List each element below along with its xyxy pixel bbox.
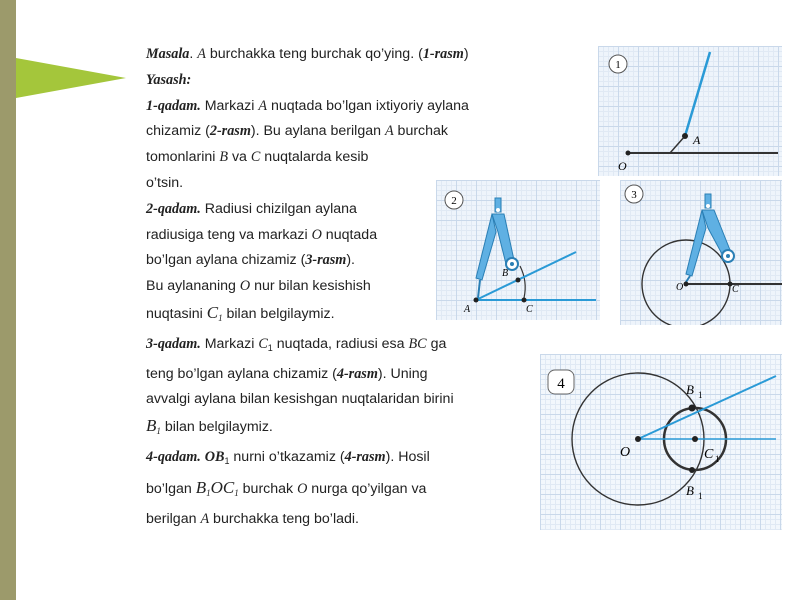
point-C	[522, 298, 527, 303]
text-fragment: nuqtada bo’lgan ixtiyoriy aylana	[267, 97, 469, 114]
text-fragment: burchakka teng bo’ladi.	[209, 510, 359, 527]
ray-upper	[476, 252, 576, 300]
figure-4-drawing	[540, 354, 782, 530]
label-B1-upper-sub: 1	[698, 390, 703, 400]
label-O: O	[620, 445, 631, 460]
text-fragment: o’tsin.	[146, 174, 184, 191]
symbol-B: B	[219, 149, 229, 166]
left-accent-bar	[0, 0, 16, 600]
text-fragment: bo’lgan aylana chizamiz (	[146, 252, 306, 269]
figure-number: 1	[615, 59, 621, 71]
step3-line2	[146, 362, 566, 388]
figure-4	[540, 354, 782, 530]
figure-1-drawing	[598, 46, 782, 176]
step4-line2	[146, 475, 566, 507]
label-B1-lower-sub: 1	[698, 491, 703, 501]
label-B1-upper: B	[686, 382, 694, 397]
figure-number: 3	[631, 189, 637, 201]
text-fragment: radiusiga teng va markazi	[146, 226, 312, 243]
text-fragment: Radiusi chizilgan aylana	[200, 200, 357, 217]
label-C: C	[732, 284, 739, 295]
step3-line4	[146, 413, 566, 445]
text-fragment: .	[189, 46, 198, 62]
step2-label: 2-qadam.	[146, 200, 201, 217]
text-fragment: nuqtada, radiusi esa	[272, 335, 409, 352]
text-fragment: ). Bu aylana berilgan	[250, 123, 385, 140]
ray-upper	[685, 52, 710, 136]
vertex-point-A	[682, 133, 688, 139]
label-B: B	[502, 268, 509, 279]
figure-3-drawing	[620, 180, 782, 325]
solution-heading	[146, 68, 566, 94]
figure-2-drawing	[436, 180, 600, 320]
arc-BC	[520, 266, 525, 298]
label-C1: C	[704, 447, 714, 462]
symbol-O: O	[239, 278, 251, 295]
figure-ref: 3-rasm	[305, 252, 347, 269]
symbol-A: A	[384, 123, 394, 140]
symbol-C1: C	[258, 335, 268, 352]
ray-OB1	[638, 376, 776, 439]
subscript: 1	[206, 487, 211, 498]
left-arrow-decoration	[16, 58, 126, 98]
figure-number: 4	[557, 376, 565, 392]
symbol-O: O	[297, 480, 308, 497]
text-fragment: ).	[346, 252, 355, 269]
symbol-C1: C	[206, 302, 219, 322]
step4-line3	[146, 507, 566, 533]
text-fragment: Bu aylananing	[146, 278, 240, 295]
step3-line1	[146, 332, 566, 362]
label-A: A	[464, 304, 471, 315]
figure-ref: 2-rasm	[209, 123, 251, 140]
text-fragment: nurga qo’yilgan va	[307, 480, 427, 497]
figure-ref: 1-rasm	[422, 46, 464, 62]
step1-line1	[146, 94, 566, 120]
figure-ref: 4-rasm	[336, 365, 378, 382]
text-fragment: burchak	[238, 480, 298, 497]
point-B1-lower	[689, 467, 695, 473]
label-O: O	[676, 282, 684, 293]
text-fragment: burchak	[393, 123, 449, 140]
figure-3	[620, 180, 782, 325]
symbol-B1: B	[195, 477, 207, 497]
label-C: C	[526, 304, 533, 315]
subscript: 1	[267, 342, 273, 353]
subscript: 1	[224, 455, 230, 466]
text-fragment: teng bo’lgan aylana chizamiz (	[146, 365, 337, 382]
step4-line1	[146, 445, 566, 475]
point-B1-upper	[689, 405, 696, 412]
figure-2	[436, 180, 600, 320]
label-B1-lower: B	[686, 483, 694, 498]
problem-label: Masala	[146, 46, 190, 62]
text-fragment: avvalgi aylana bilan kesishgan nuqtalaridan birini	[146, 391, 454, 408]
symbol-A: A	[200, 510, 210, 527]
step3-line3	[146, 387, 566, 413]
text-fragment: ). Hosil	[385, 448, 430, 465]
problem-title	[146, 42, 566, 68]
text-fragment: nuqtasini	[146, 305, 207, 322]
figure-1	[598, 46, 782, 176]
symbol-A: A	[197, 46, 206, 62]
ray-lower	[670, 136, 685, 153]
text-fragment: nurni o’tkazamiz (	[229, 448, 345, 465]
point-O	[635, 436, 641, 442]
label-O: O	[618, 159, 627, 173]
text-fragment: bilan belgilaymiz.	[160, 419, 273, 436]
text-fragment: berilgan	[146, 510, 201, 527]
figure-ref: 4-rasm	[344, 448, 386, 465]
text-fragment: )	[463, 46, 469, 62]
point-O	[626, 151, 631, 156]
text-fragment: nuqtalarda kesib	[260, 149, 369, 166]
text-fragment: Markazi	[200, 335, 259, 352]
vertex-point-A	[474, 298, 479, 303]
figure-number: 2	[451, 195, 457, 207]
step1-label: 1-qadam.	[146, 97, 201, 114]
symbol-O: O	[311, 226, 322, 243]
text-fragment: ga	[426, 335, 447, 352]
symbol-BC: BC	[408, 335, 427, 352]
text-fragment: tomonlarini	[146, 149, 220, 166]
step3-label: 3-qadam.	[146, 335, 201, 352]
text-fragment: va	[228, 149, 251, 166]
point-C1	[692, 436, 698, 442]
step4-label: 4-qadam.	[146, 448, 201, 465]
text-fragment: nuqtada	[321, 226, 378, 243]
text-fragment: burchakka teng burchak qo’ying. (	[205, 46, 423, 62]
label-C1-sub: 1	[715, 454, 720, 464]
text-fragment: Markazi	[200, 97, 259, 114]
subscript: 1	[234, 487, 239, 498]
text-fragment: bilan belgilaymiz.	[222, 305, 335, 322]
subscript: 1	[218, 312, 223, 323]
symbol-C: C	[250, 149, 261, 166]
label-A: A	[693, 133, 701, 147]
subscript: 1	[156, 426, 161, 437]
text-fragment: ). Uning	[377, 365, 428, 382]
symbol-OC1: OC	[210, 477, 235, 497]
step1-line2	[146, 119, 566, 145]
symbol-OB1: OB	[204, 448, 225, 465]
point-O	[684, 282, 689, 287]
text-fragment: chizamiz (	[146, 123, 210, 140]
text-fragment: bo’lgan	[146, 480, 196, 497]
symbol-B1: B	[146, 416, 157, 436]
step1-line3	[146, 145, 566, 171]
point-B	[516, 278, 521, 283]
text-fragment: nur bilan kesishish	[250, 278, 371, 295]
symbol-A: A	[258, 97, 267, 114]
solution-label: Yasash:	[146, 71, 192, 88]
